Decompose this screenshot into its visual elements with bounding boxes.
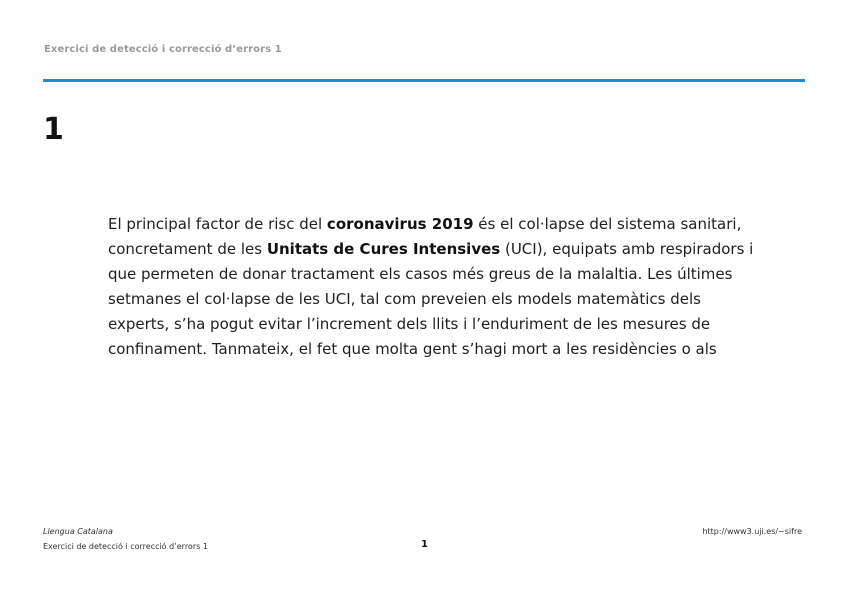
- footer-url-link[interactable]: http://www3.uji.es/~sifre: [702, 527, 802, 536]
- header-title: Exercici de detecció i correcció d’errors 1: [44, 44, 282, 55]
- paragraph-line-2: [108, 237, 758, 262]
- paragraph-line-5: experts, s’ha pogut evitar l’increment dels llits i l’enduriment de les mesures de: [108, 315, 711, 333]
- paragraph-line-4: setmanes el col·lapse de les UCI, tal com preveien els models matemàtics dels: [108, 290, 701, 308]
- paragraph-line-6: confinament. Tanmateix, el fet que molta gent s’hagi mort a les residències o als: [108, 340, 717, 358]
- section-number: 1: [43, 112, 64, 147]
- header-divider: [43, 79, 805, 82]
- text-run: (UCI), equipats amb respiradors i: [500, 240, 754, 258]
- bold-term-coronavirus: coronavirus 2019: [326, 215, 474, 233]
- text-run: és el col·lapse del sistema sanitari,: [473, 215, 742, 233]
- body-paragraph: [108, 212, 758, 362]
- paragraph-line-1: [108, 212, 758, 237]
- bold-term-uci: Unitats de Cures Intensives: [266, 240, 501, 258]
- footer-page-number: 1: [421, 539, 428, 550]
- paragraph-line-3: que permeten de donar tractament els casos més greus de la malaltia. Les últimes: [108, 265, 733, 283]
- footer-course-name: Llengua Catalana: [43, 527, 113, 536]
- text-run: concretament de les: [108, 240, 267, 258]
- text-run: El principal factor de risc del: [108, 215, 327, 233]
- footer-document-title: Exercici de detecció i correcció d’errors 1: [43, 542, 208, 551]
